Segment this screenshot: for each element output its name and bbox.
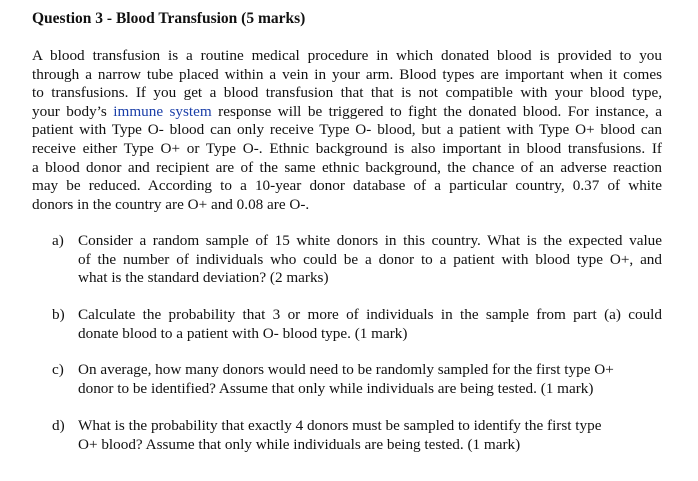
question-line: O+ blood? Assume that only while individuals are being tested. (1 mark)	[78, 435, 521, 453]
intro-text: your body’s	[32, 102, 107, 120]
question-marker: d)	[52, 417, 65, 434]
question-line: What is the probability that exactly 4 donors must be sampled to identify the first type	[78, 417, 602, 434]
question-marker: c)	[52, 361, 64, 378]
intro-line: through a narrow tube placed within a vein in your arm. Blood types are important when it comes	[32, 65, 662, 83]
question-d	[52, 417, 662, 454]
intro-line: to transfusions. If you get a blood transfusion that that is not compatible with your blood type,	[32, 84, 662, 102]
intro-paragraph	[32, 47, 662, 214]
intro-line	[32, 103, 662, 122]
question-line: what is the standard deviation? (2 marks)	[78, 269, 329, 287]
intro-text: response will be triggered to fight the donated blood. For instance, a	[218, 102, 663, 120]
question-b	[52, 306, 662, 343]
question-a	[52, 232, 662, 288]
question-line: Calculate the probability that 3 or more of individuals in the sample from part (a) could	[78, 306, 662, 323]
intro-line: A blood transfusion is a routine medical procedure in which donated blood is provided to you	[32, 47, 662, 64]
question-line: donor to be identified? Assume that only while individuals are being tested. (1 mark)	[78, 379, 594, 397]
intro-line: donors in the country are O+ and 0.08 are O-.	[32, 195, 310, 213]
intro-line: may be reduced. According to a 10-year donor database of a particular country, 0.37 of white	[32, 177, 662, 195]
question-line: of the number of individuals who could be a donor to a patient with blood type O+, and	[78, 250, 662, 268]
question-c	[52, 361, 662, 398]
question-line: On average, how many donors would need to be randomly sampled for the first type O+	[78, 361, 614, 378]
question-marker: a)	[52, 232, 64, 249]
intro-line: receive either Type O+ or Type O-. Ethnic background is also important in blood transfusions. If	[32, 139, 662, 157]
immune-system-link[interactable]: immune system	[113, 102, 212, 120]
intro-line: a blood donor and recipient are of the same ethnic background, the chance of an adverse reaction	[32, 158, 662, 176]
intro-line: patient with Type O- blood can only receive Type O- blood, but a patient with Type O+ blood can	[32, 121, 662, 139]
question-line: donate blood to a patient with O- blood type. (1 mark)	[78, 324, 408, 342]
question-line: Consider a random sample of 15 white donors in this country. What is the expected value	[78, 232, 662, 249]
question-marker: b)	[52, 306, 65, 323]
question-title: Question 3 - Blood Transfusion (5 marks)	[32, 10, 306, 27]
